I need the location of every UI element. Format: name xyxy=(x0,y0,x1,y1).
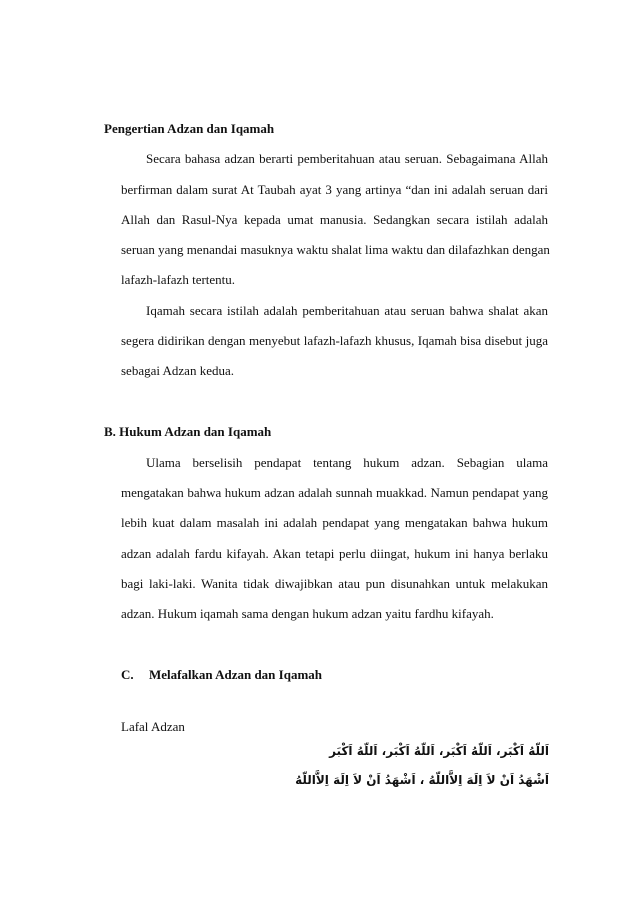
paragraph-line: segera didirikan dengan menyebut lafazh-lafazh khusus, Iqamah bisa disebut juga xyxy=(121,333,548,348)
arabic-line: اَشْهَدُ اَنْ لاَ اِلَهَ اِلاَّاللّهُ ، اَشْهَدُ اَنْ لاَ اِلَهَ اِلاَّاللّهُ xyxy=(295,773,549,787)
section-c-number: C. xyxy=(121,667,134,682)
paragraph-line: Secara bahasa adzan berarti pemberitahuan atau seruan. Sebagaimana Allah xyxy=(146,151,548,166)
paragraph-line: berfirman dalam surat At Taubah ayat 3 yang artinya “dan ini adalah seruan dari xyxy=(121,182,548,197)
paragraph-line: Allah dan Rasul-Nya kepada umat manusia. Sedangkan secara istilah adalah xyxy=(121,212,548,227)
paragraph-line: sebagai Adzan kedua. xyxy=(121,363,234,378)
paragraph-line: Iqamah secara istilah adalah pemberitahuan atau seruan bahwa shalat akan xyxy=(146,303,548,318)
arabic-line: اَللّهُ اَكْبَر، اَللّهُ اَكْبَر، اَللّهُ اَكْبَر، اَللّهُ اَكْبَر xyxy=(329,744,549,758)
paragraph-line: Ulama berselisih pendapat tentang hukum adzan. Sebagian ulama xyxy=(146,455,548,470)
paragraph-line: bagi laki-laki. Wanita tidak diwajibkan atau pun disunahkan untuk melakukan xyxy=(121,576,548,591)
paragraph-line: mengatakan bahwa hukum adzan adalah sunnah muakkad. Namun pendapat yang xyxy=(121,485,548,500)
section-a-heading: Pengertian Adzan dan Iqamah xyxy=(104,121,275,136)
paragraph-line: lafazh-lafazh tertentu. xyxy=(121,272,236,287)
section-c-heading: Melafalkan Adzan dan Iqamah xyxy=(149,667,323,682)
paragraph-line: lebih kuat dalam masalah ini adalah pendapat yang mengatakan bahwa hukum xyxy=(121,515,548,530)
lafal-adzan-subheading: Lafal Adzan xyxy=(121,719,185,734)
paragraph-line: adzan. Hukum iqamah sama dengan hukum adzan yaitu fardhu kifayah. xyxy=(121,606,494,621)
paragraph-line: adzan adalah fardu kifayah. Akan tetapi perlu diingat, hukum ini hanya berlaku xyxy=(121,546,548,561)
section-b-heading: B. Hukum Adzan dan Iqamah xyxy=(104,424,272,439)
paragraph-line: seruan yang menandai masuknya waktu shalat lima waktu dan dilafazhkan dengan xyxy=(121,242,550,257)
